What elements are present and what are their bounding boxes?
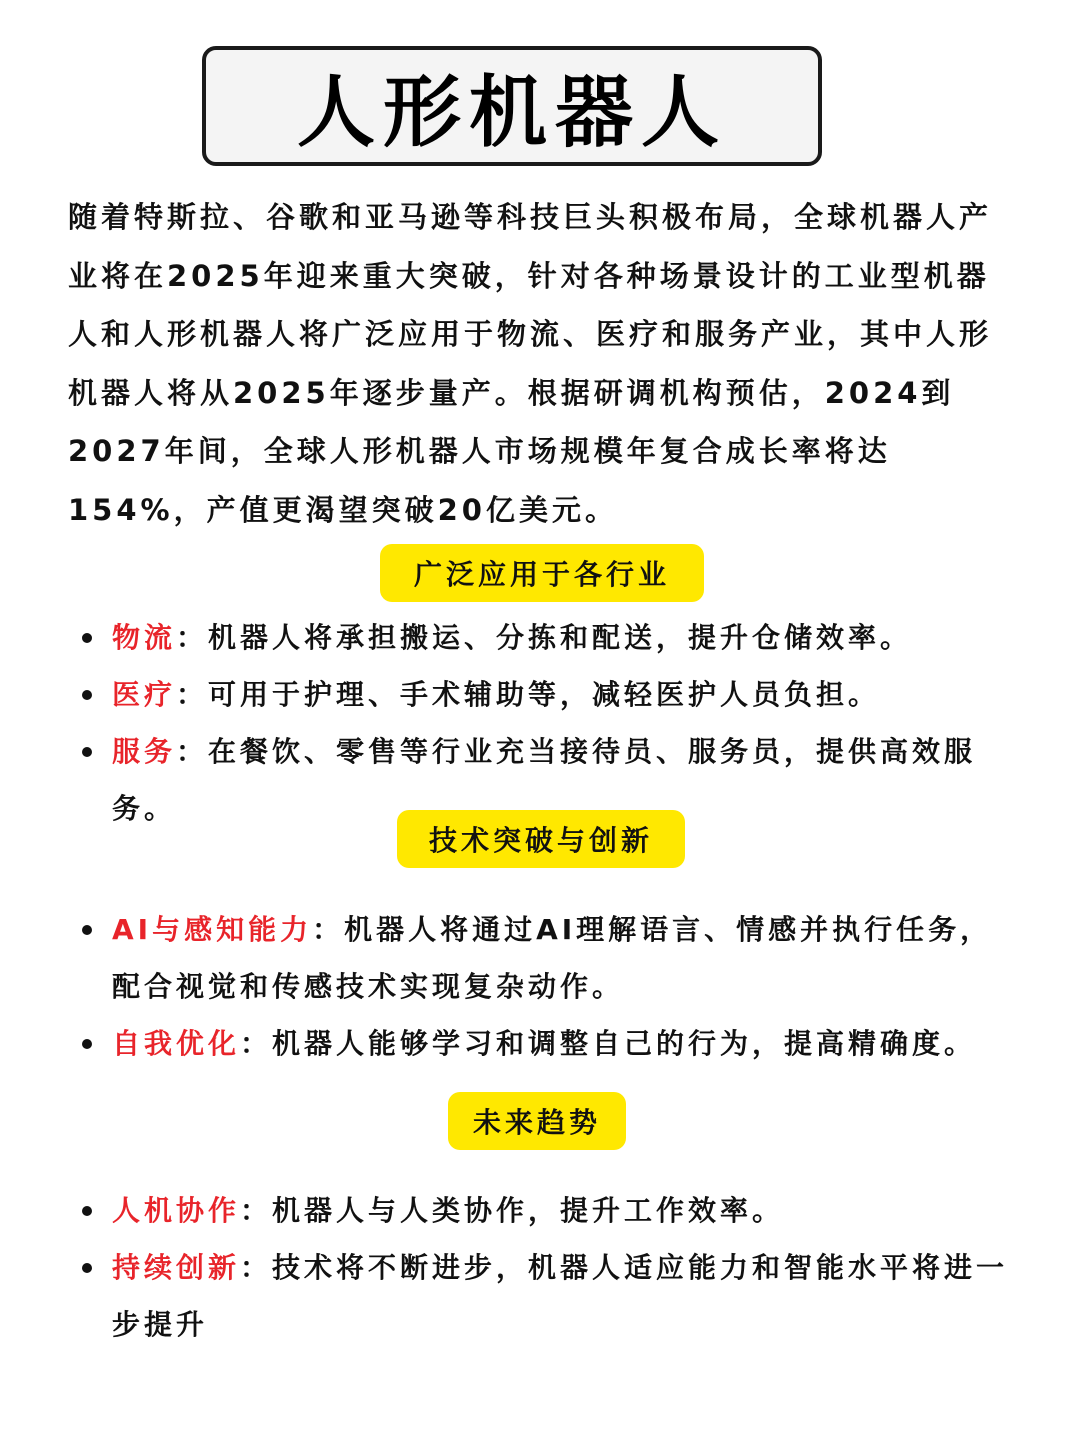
item-key: 物流 <box>112 621 177 654</box>
trends-list <box>0 1182 1080 1353</box>
item-text: ：机器人将通过AI理解语言、情感并执行任务，配合视觉和传感技术实现复杂动作。 <box>112 913 993 1003</box>
section-label-tech: 技术突破与创新 <box>397 810 685 868</box>
section-label-applications: 广泛应用于各行业 <box>380 544 704 602</box>
applications-list <box>0 609 1080 837</box>
page-title: 人形机器人 <box>296 68 727 158</box>
item-key: AI与感知能力 <box>112 913 313 946</box>
item-text: ：可用于护理、手术辅助等，减轻医护人员负担。 <box>176 678 881 711</box>
item-text: ：机器人能够学习和调整自己的行为，提高精确度。 <box>240 1027 977 1060</box>
bullet-dot-icon <box>82 747 92 757</box>
title-box <box>202 46 822 166</box>
section-label-trends: 未来趋势 <box>448 1092 626 1150</box>
item-key: 医疗 <box>112 678 177 711</box>
list-item <box>0 666 1080 723</box>
bullet-dot-icon <box>82 1206 92 1216</box>
item-key: 人机协作 <box>112 1194 241 1227</box>
bullet-dot-icon <box>82 925 92 935</box>
bullet-dot-icon <box>82 690 92 700</box>
bullet-dot-icon <box>82 1263 92 1273</box>
item-text: ：在餐饮、零售等行业充当接待员、服务员，提供高效服务。 <box>112 735 977 825</box>
list-item <box>0 1239 1080 1353</box>
list-item <box>0 901 1080 1015</box>
item-key: 自我优化 <box>112 1027 241 1060</box>
list-item <box>0 1015 1080 1072</box>
intro-paragraph: 随着特斯拉、谷歌和亚马逊等科技巨头积极布局，全球机器人产业将在2025年迎来重大突破，针对各种场景设计的工业型机器人和人形机器人将广泛应用于物流、医疗和服务产业，其中人形机器人将从2025年逐步量产。根据研调机构预估，2024到2027年间，全球人形机器人市场规模年复合成长率将达154%，产值更渴望突破20亿美元。 <box>68 200 993 527</box>
item-text: ：技术将不断进步，机器人适应能力和智能水平将进一步提升 <box>112 1251 1009 1341</box>
bullet-dot-icon <box>82 1039 92 1049</box>
item-key: 服务 <box>112 735 177 768</box>
item-key: 持续创新 <box>112 1251 241 1284</box>
item-text: ：机器人将承担搬运、分拣和配送，提升仓储效率。 <box>176 621 913 654</box>
item-text: ：机器人与人类协作，提升工作效率。 <box>240 1194 785 1227</box>
list-item <box>0 1182 1080 1239</box>
list-item <box>0 609 1080 666</box>
bullet-dot-icon <box>82 633 92 643</box>
tech-list <box>0 901 1080 1072</box>
